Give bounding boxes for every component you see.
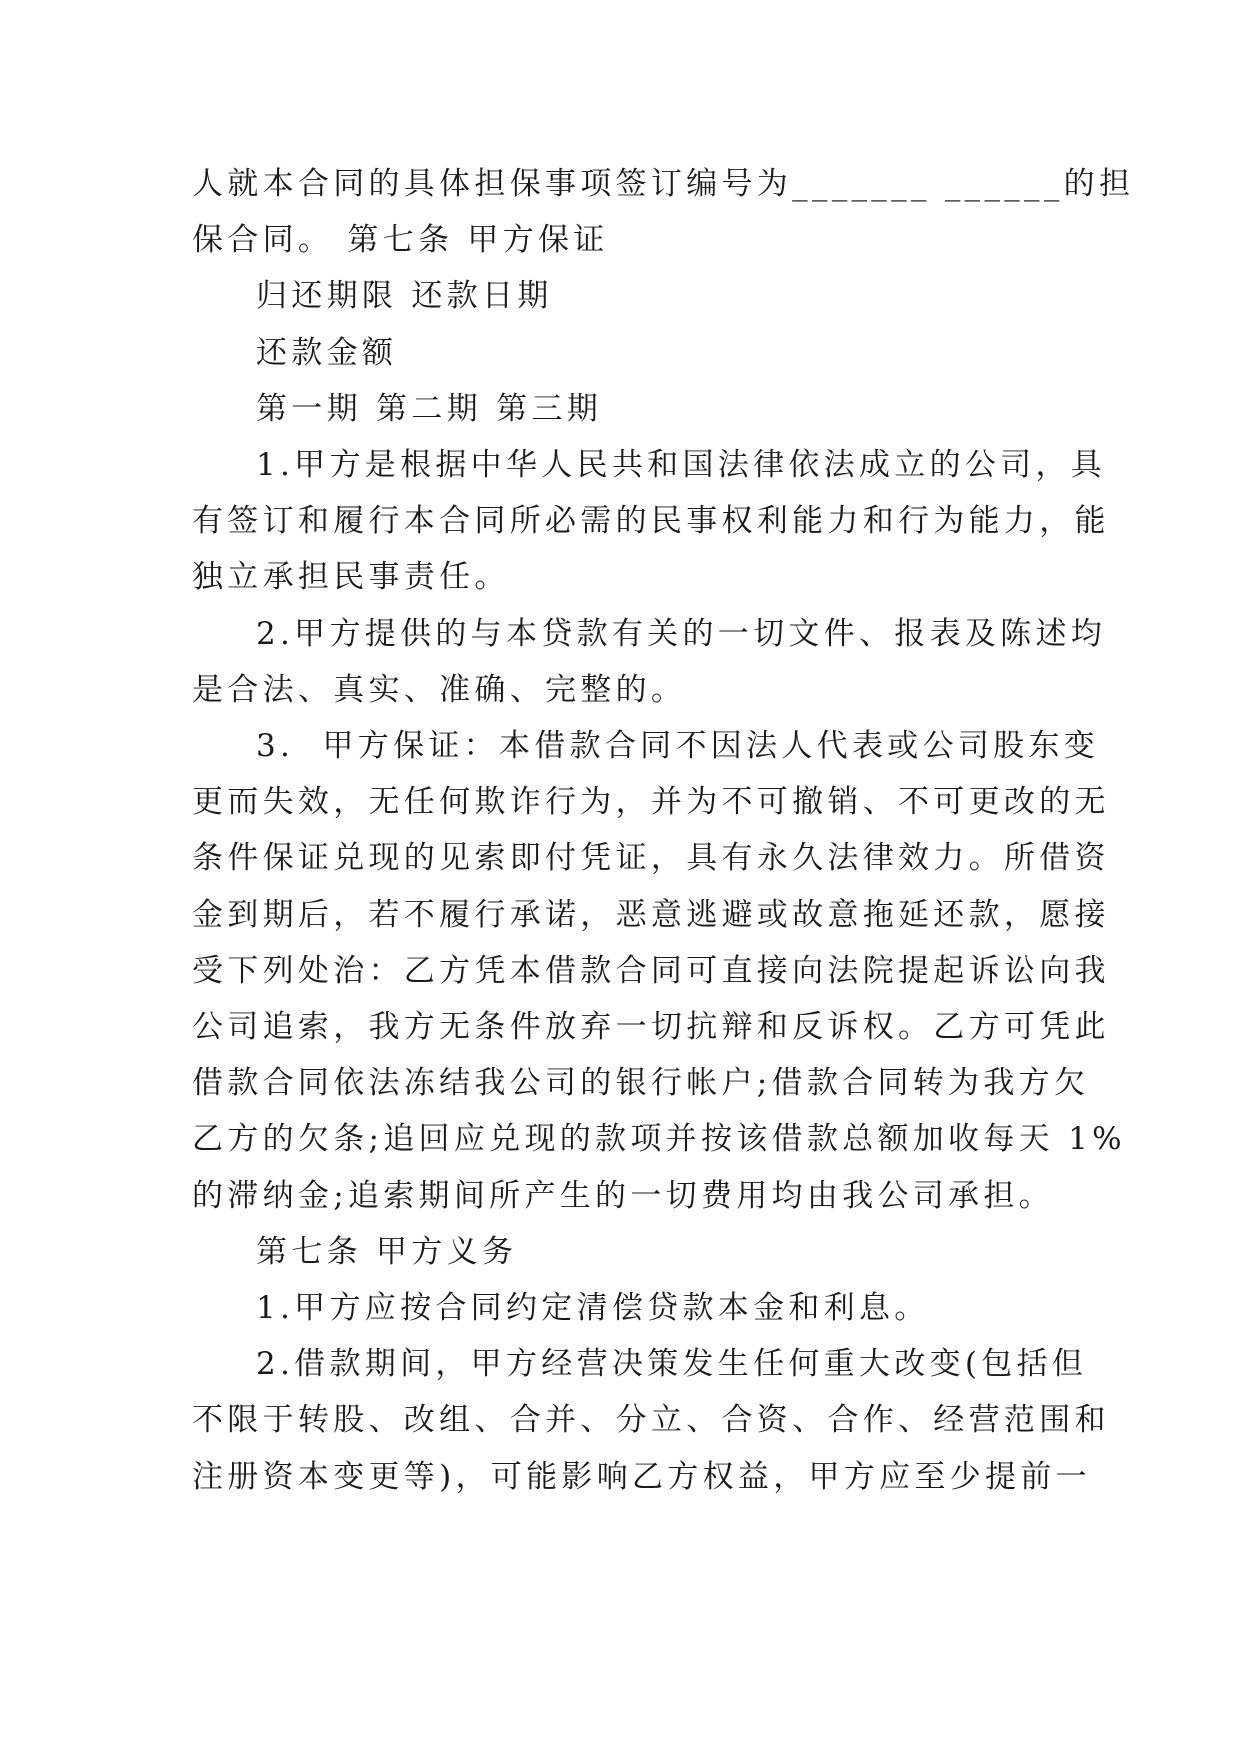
paragraph	[192, 268, 1072, 324]
text-line: 还款金额	[256, 334, 398, 371]
text-line: 保合同。 第七条 甲方保证	[192, 222, 609, 259]
text-line: 归还期限 还款日期	[256, 278, 553, 315]
text-line: 条件保证兑现的见索即付凭证，具有永久法律效力。所借资	[192, 840, 1110, 877]
text-line: 3. 甲方保证：本借款合同不因法人代表或公司股东变	[256, 728, 1100, 765]
paragraph	[192, 1336, 1110, 1505]
paragraph	[192, 437, 1110, 606]
text-line: 更而失效，无任何欺诈行为，并为不可撤销、不可更改的无	[192, 784, 1110, 821]
text-line: 公司追索，我方无条件放弃一切抗辩和反诉权。乙方可凭此	[192, 1009, 1110, 1046]
paragraph	[192, 381, 1072, 437]
text-line: 乙方的欠条;追回应兑现的款项并按该借款总额加收每天 1%	[192, 1121, 1126, 1158]
text-line: 独立承担民事责任。	[192, 559, 510, 596]
text-line: 有签订和履行本合同所必需的民事权利能力和行为能力，能	[192, 503, 1110, 540]
text-line: 2.借款期间，甲方经营决策发生任何重大改变(包括但	[256, 1346, 1088, 1383]
text-line: 受下列处治：乙方凭本借款合同可直接向法院提起诉讼向我	[192, 952, 1110, 989]
text-line: 的滞纳金;追索期间所产生的一切费用均由我公司承担。	[192, 1177, 1054, 1214]
paragraph	[192, 1224, 1072, 1280]
text-line: 注册资本变更等)，可能影响乙方权益，甲方应至少提前一	[192, 1458, 1091, 1495]
text-line: 是合法、真实、准确、完整的。	[192, 671, 687, 708]
document-body	[192, 156, 1135, 1505]
paragraph	[192, 1280, 1072, 1336]
paragraph	[192, 718, 1126, 1224]
text-line: 第七条 甲方义务	[256, 1233, 518, 1270]
text-line: 1.甲方是根据中华人民共和国法律依法成立的公司，具	[256, 447, 1107, 484]
text-line: 2.甲方提供的与本贷款有关的一切文件、报表及陈述均	[256, 615, 1107, 652]
paragraph	[192, 325, 1072, 381]
text-line: 不限于转股、改组、合并、分立、合资、合作、经营范围和	[192, 1402, 1110, 1439]
text-line: 借款合同依法冻结我公司的银行帐户;借款合同转为我方欠	[192, 1065, 1090, 1102]
text-line: 人就本合同的具体担保事项签订编号为_______ ______的担	[192, 166, 1135, 202]
paragraph	[192, 156, 1135, 268]
text-line: 第一期 第二期 第三期	[256, 390, 603, 427]
text-line: 金到期后，若不履行承诺，恶意逃避或故意拖延还款，愿接	[192, 896, 1110, 933]
paragraph	[192, 606, 1107, 718]
text-line: 1.甲方应按合同约定清偿贷款本金和利息。	[256, 1290, 930, 1327]
